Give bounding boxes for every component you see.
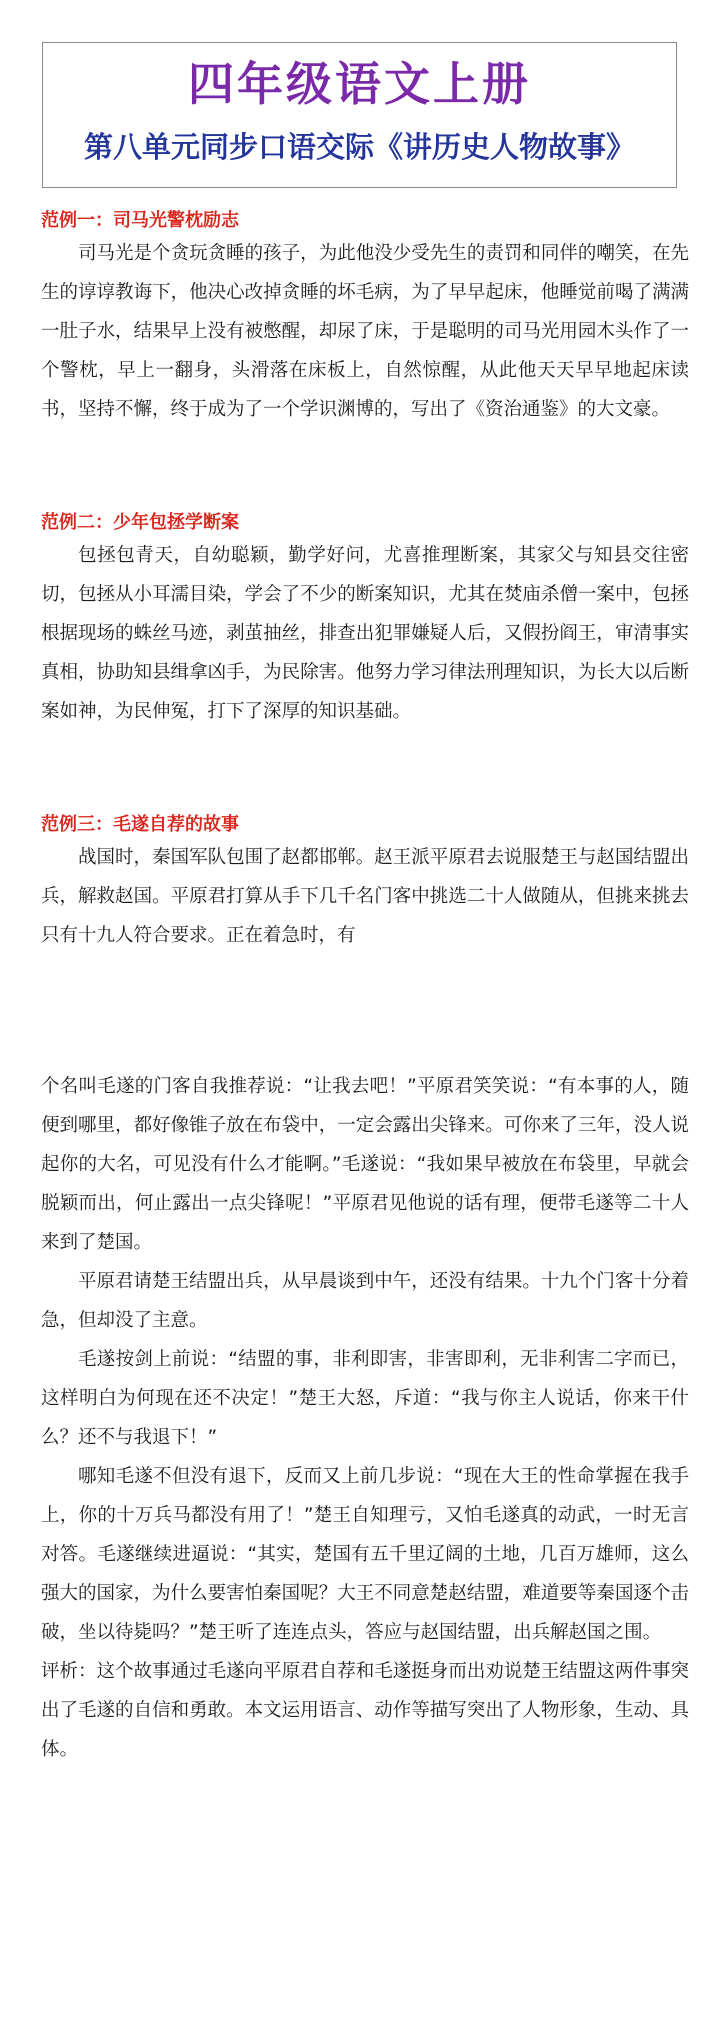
example-three-paragraph: 战国时，秦国军队包围了赵都邯郸。赵王派平原君去说服楚王与赵国结盟出兵，解救赵国。平原君打算从手下几千名门客中挑选二十人做随从，但挑来挑去只有十九人符合要求。正在着急时，有 [41,847,689,946]
title-box [42,42,677,188]
story-paragraph: 毛遂按剑上前说：“结盟的事，非利即害，非害即利，无非利害二字而已，这样明白为何现在还不决定！”楚王大怒，斥道：“我与你主人说话，你来干什么？还不与我退下！” [41,1349,689,1448]
story-paragraph: 哪知毛遂不但没有退下，反而又上前几步说：“现在大王的性命掌握在我手上，你的十万兵马都没有用了！”楚王自知理亏，又怕毛遂真的动武，一时无言对答。毛遂继续进逼说：“其实，楚国有五千里辽阔的土地，几百万雄师，这么强大的国家，为什么要害怕秦国呢？大王不同意楚赵结盟，难道要等秦国逐个击破，坐以待毙吗？”楚王听了连连点头，答应与赵国结盟，出兵解赵国之围。 [41,1466,689,1643]
example-three-heading: 范例三：毛遂自荐的故事 [41,814,239,835]
example-two-heading: 范例二：少年包拯学断案 [41,512,239,533]
example-one-section [41,208,689,429]
example-one-paragraph: 司马光是个贪玩贪睡的孩子，为此他没少受先生的责罚和同伴的嘲笑，在先生的谆谆教诲下，他决心改掉贪睡的坏毛病，为了早早起床，他睡觉前喝了满满一肚子水，结果早上没有被憋醒，却尿了床，于是聪明的司马光用园木头作了一个警枕，早上一翻身，头滑落在床板上，自然惊醒，从此他天天早早地起床读书，坚持不懈，终于成为了一个学识渊博的，写出了《资治通鉴》的大文豪。 [41,243,689,420]
page-title: 四年级语文上册 [188,57,531,111]
story-paragraph: 个名叫毛遂的门客自我推荐说：“让我去吧！”平原君笑笑说：“有本事的人，随便到哪里，都好像锥子放在布袋中，一定会露出尖锋来。可你来了三年，没人说起你的大名，可见没有什么才能啊。”毛遂说：“我如果早被放在布袋里，早就会脱颖而出，何止露出一点尖锋呢！”平原君见他说的话有理，便带毛遂等二十人来到了楚国。 [41,1076,689,1253]
example-two-paragraph: 包拯包青天，自幼聪颖，勤学好问，尤喜推理断案，其家父与知县交往密切，包拯从小耳濡目染，学会了不少的断案知识，尤其在焚庙杀僧一案中，包拯根据现场的蛛丝马迹，剥茧抽丝，排查出犯罪嫌疑人后，又假扮阎王，审清事实真相，协助知县缉拿凶手，为民除害。他努力学习律法刑理知识，为长大以后断案如神，为民伸冤，打下了深厚的知识基础。 [41,545,689,722]
analysis-paragraph: 评析：这个故事通过毛遂向平原君自荐和毛遂挺身而出劝说楚王结盟这两件事突出了毛遂的自信和勇敢。本文运用语言、动作等描写突出了人物形象，生动、具体。 [41,1661,689,1760]
example-one-heading: 范例一：司马光警枕励志 [41,210,239,231]
example-two-section [41,510,689,731]
example-three-continuation [41,1067,689,1769]
story-paragraph: 平原君请楚王结盟出兵，从早晨谈到中午，还没有结果。十九个门客十分着急，但却没了主意。 [41,1271,689,1331]
example-three-section [41,812,689,955]
page-subtitle: 第八单元同步口语交际《讲历史人物故事》 [83,130,635,164]
